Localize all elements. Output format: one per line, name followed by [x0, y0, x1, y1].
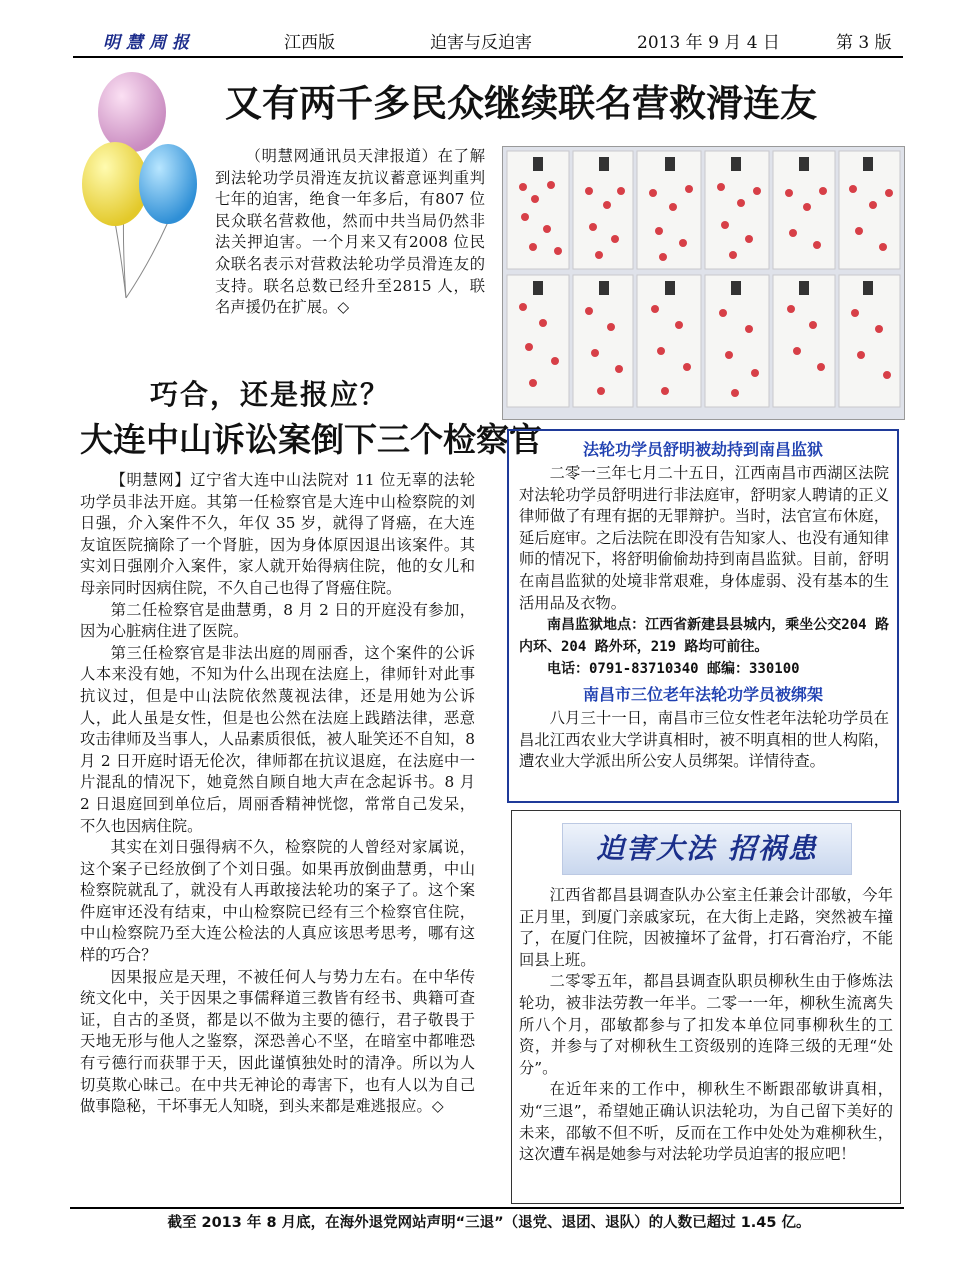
prison-phone: 电话：0791-83710340 邮编：330100: [547, 661, 800, 678]
story2-paragraph: 【明慧网】辽宁省大连中山法院对 11 位无辜的法轮功学员非法开庭。其第一任检察官是大连中山检察院的刘日强，介入案件不久，年仅 35 岁，就得了肾癌，在大连友谊医院摘除了一个肾脏，因为身体原因退出该案件。其实刘日强刚介入案件，家人就开始得病住院，他的女儿和母亲同时因病住院，不久自己也得了肾癌住院。: [80, 471, 475, 597]
box2-paragraph: 二零零五年，都昌县调查队职员柳秋生由于修炼法轮功，被非法劳教一年半。二零一一年，柳秋生流离失所八个月，邵敏都参与了扣发本单位同事柳秋生的工资，并参与了对柳秋生工资级别的连降三级的无理“处分”。: [519, 972, 893, 1077]
lead-headline: 又有两千多民众继续联名营救滑连友: [225, 81, 817, 125]
edition-label: 江西版: [284, 33, 335, 53]
story2-paragraph: 第二任检察官是曲慧勇，8 月 2 日的开庭没有参加，因为心脏病住进了医院。: [80, 600, 475, 641]
news-box-jiangxi: [507, 429, 899, 803]
petition-photo: [502, 146, 905, 420]
box2-paragraph: 江西省都昌县调查队办公室主任兼会计邵敏，今年正月里，到厦门亲戚家玩，在大街上走路，突然被车撞了，在厦门住院，因被撞坏了盆骨，打石膏治疗，不能回县上班。: [519, 886, 893, 969]
news-box-retribution: [511, 810, 901, 1204]
section-label: 迫害与反迫害: [430, 33, 532, 53]
story2-paragraph: 其实在刘日强得病不久，检察院的人曾经对家属说，这个案子已经放倒了个刘日强。如果再放倒曲慧勇，中山检察院就乱了，就没有人再敢接法轮功的案子了。这个案件庭审还没有结束，中山检察院已经有三个检察官住院，中山检察院乃至大连公检法的人真应该思考思考，哪有这样的巧合？: [80, 838, 475, 965]
box1-title-2: 南昌市三位老年法轮功学员被绑架: [582, 685, 823, 705]
issue-date: 2013 年 9 月 4 日: [637, 33, 780, 53]
page-number: 第 3 版: [836, 33, 892, 53]
petition-fingerprints-image: [503, 147, 904, 419]
header-rule: [73, 56, 903, 58]
footer-rule: [70, 1207, 904, 1209]
paper-name: 明慧周报: [103, 33, 195, 53]
story2-paragraph: 第三任检察官是非法出庭的周丽香，这个案件的公诉人本来没有她，不知为什么出现在法庭上，律师针对此事抗议过，但是中山法院依然蔑视法律，还是用她为公诉人，此人虽是女性，但是也公然在法庭上践踏法律，恶意攻击律师及当事人，人品素质很低，被人耻笑还不自知，8 月 2 日开庭时语无伦次，律师都在抗议退庭，在法庭中一片混乱的情况下，她竟然自顾自地大声在念起诉书。8 月 2 日退庭回到单位后，周丽香精神恍惚，常常自己发呆，不久也因病住院。: [80, 643, 475, 835]
lead-paragraph: （明慧网通讯员天津报道）在了解到法轮功学员滑连友抗议蓄意诬判重判七年的迫害，绝食一年多后，有807 位民众联名营救他，然而中共当局仍然非法关押迫害。一个月来又有2008 位民众联名表示对营救法轮功学员滑连友的支持。联名总数已经升至2815 人，联名声援仍在扩展。◇: [215, 147, 485, 317]
prison-address: 南昌监狱地点：江西省新建县县城内，乘坐公交204 路内环、204 路外环，219 路均可前往。: [519, 617, 889, 656]
box1-paragraph: 二零一三年七月二十五日，江西南昌市西湖区法院对法轮功学员舒明进行非法庭审，舒明家人聘请的正义律师做了有理有据的无罪辩护。当时，法官宣布休庭，延后庭审。之后法院在即没有告知家人、也没有通知律师的情况下，将舒明偷偷劫持到南昌监狱。目前，舒明在南昌监狱的处境非常艰难，身体虚弱、没有基本的生活用品及衣物。: [519, 464, 889, 612]
story2-paragraph: 因果报应是天理，不被任何人与势力左右。在中华传统文化中，关于因果之事儒释道三教皆有经书、典籍可查证，自古的圣贤，都是以不做为主要的德行，君子敬畏于天地无形与他人之鉴察，深恐善心不坚，在暗室中都唯恐有亏德行而获罪于天，因此谨慎独处时的清净。所以为人切莫欺心昧己。在中共无神论的毒害下，也有人以为自己做事隐秘，干坏事无人知晓，到头来都是难逃报应。◇: [80, 967, 475, 1116]
retribution-banner: 迫害大法 招祸患: [562, 823, 852, 875]
balloons-image: [80, 72, 205, 304]
box1-paragraph-2: 八月三十一日，南昌市三位女性老年法轮功学员在昌北江西农业大学讲真相时，被不明真相的世人构陷，遭农业大学派出所公安人员绑架。详情待查。: [519, 709, 889, 771]
box2-body: [519, 885, 893, 1166]
lead-body: [215, 146, 485, 319]
story2-kicker: 巧合，还是报应？: [150, 378, 391, 411]
box2-paragraph: 在近年来的工作中，柳秋生不断跟邵敏讲真相，劝“三退”，希望她正确认识法轮功，为自己留下美好的未来，邵敏不但不听，反而在工作中处处为难柳秋生，这次遭车祸是她参与对法轮功学员迫害的报应吧！: [519, 1080, 893, 1164]
story2-body: [80, 470, 475, 1118]
box1-title: 法轮功学员舒明被劫持到南昌监狱: [582, 440, 823, 459]
footer-notice: 截至 2013 年 8 月底，在海外退党网站声明“三退”（退党、退团、退队）的人数已超过 1.45 亿。: [167, 1215, 811, 1231]
story2-title: 大连中山诉讼案倒下三个检察官: [80, 420, 542, 459]
